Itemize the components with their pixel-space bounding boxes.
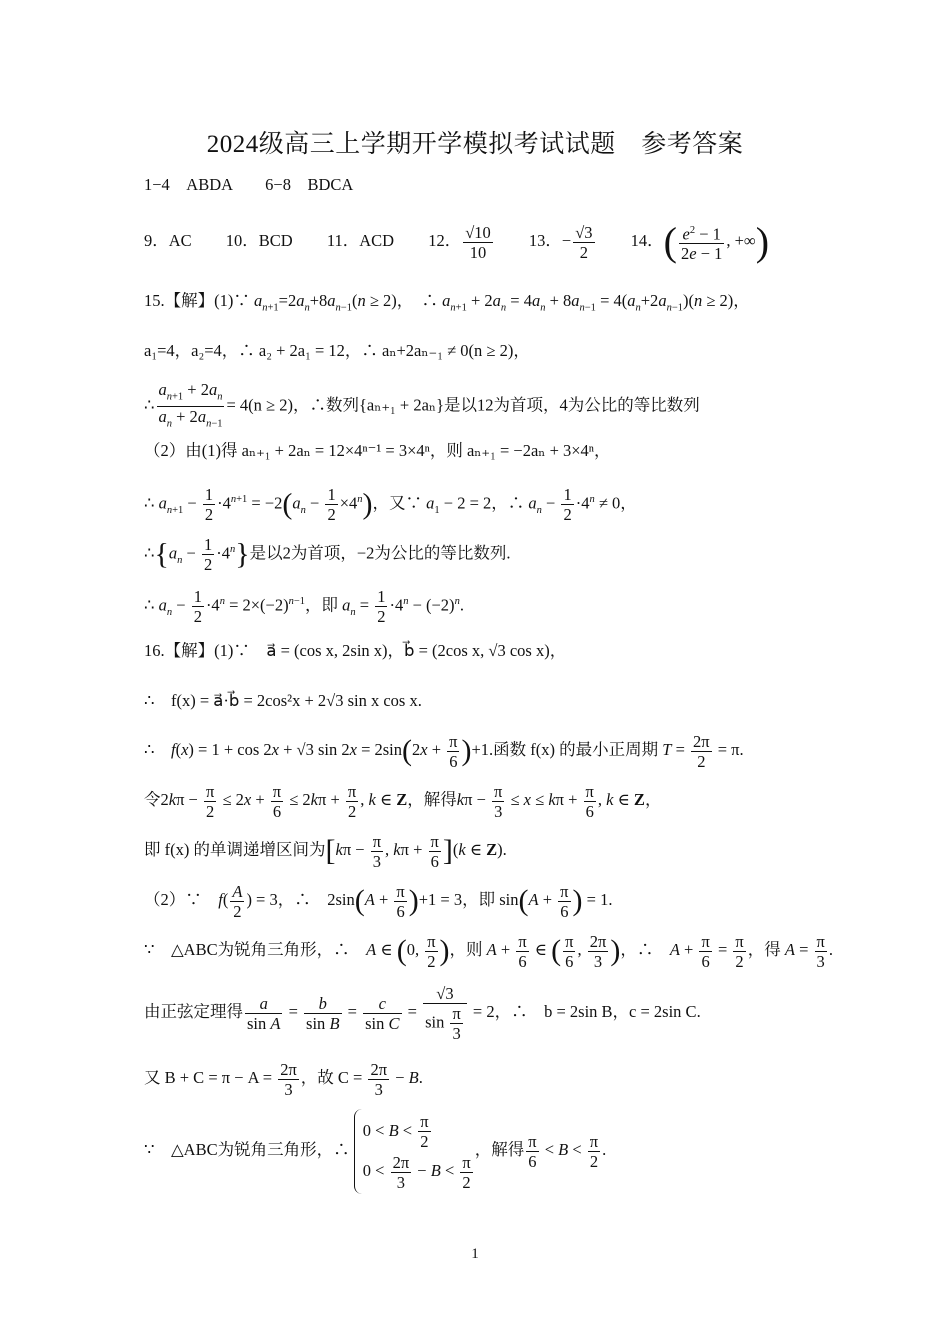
sol16-line9: 又 B + C = π − A = $\frac{2\pi}{3}$ ，故 C = $\frac{2\pi}{3}$ − B. [144,1059,423,1099]
sol15-line7: ∴ $a_n$ − $\frac{1}{2}$ $\cdot 4^n = 2\times(-2)^{n-1}$，即 $a_n$ = $\frac{1}{2}$ $\cdot 4^n - (-2)^n$. [144,587,464,627]
page-number: 1 [471,1246,479,1262]
answer-12-fraction: $\frac{√10}{10}$ [465,222,491,262]
answer-13-label: 13． [528,231,562,250]
sol16-line3: ∴ f(x) = 1 + cos 2x + √3 sin 2x = 2sin(2x + $\frac{\pi}{6}$ )+1.函数 f(x) 的最小正周期 T = $\frac{2\pi}{2}$ = π. [144,731,744,771]
sol16-line8: 由正弦定理得 $\frac{a}{\text{sin A}}$ = $\frac{b}{\text{sin B}}$ = $\frac{c}{\text{sin C}}$ = √3 sin $\frac{\pi}{3}$ = 2，∴ b = 2sin B，c = 2sin C. [144,983,701,1043]
answer-14-label: 14． [630,231,664,250]
sol16-line10: ∵ △ABC为锐角三角形，∴ 0 < B < $\frac{\pi}{2}$ 0 < $\frac{2\pi}{3}$ − B < $\frac{\pi}{2}$ ，解得 $\frac{\pi}{6}$ < B < $\frac{\pi}{2}$ . [144,1104,606,1196]
answer-12-label: 12． [428,231,462,250]
answer-11: 11．ACD [326,231,395,250]
answer-14-fraction: $\frac{e^2 - 1}{2e - 1}$ [679,221,724,264]
inequality-system: 0 < B < $\frac{\pi}{2}$ 0 < $\frac{2\pi}{3}$ − B < $\frac{\pi}{2}$ [354,1109,475,1194]
sol16-line2: ∴ f(x) = a⃗·b⃗ = 2cos²x + 2√3 sin x cos x. [144,691,422,710]
sol15-line4: （2）由(1)得 aₙ₊₁ + 2aₙ = 12×4ⁿ⁻¹ = 3×4ⁿ，则 aₙ₊₁ = −2aₙ + 3×4ⁿ， [144,441,611,460]
sol16-line1: 16.【解】(1)∵ a⃗ = (cos x, 2sin x)，b⃗ = (2cos x, √3 cos x)， [144,641,567,660]
sol15-line1: 15.【解】(1)∵ $a_{n+1}=2a_n+8a_{n-1}(n \ge 2)$， ∴ $a_{n+1} + 2a_n = 4a_n + 8a_{n-1} = 4(a_n+2a_{n-1})(n \ge 2)$， [144,291,750,314]
answers-row-1: 1−4 ABDA 6−8 BDCA [144,175,354,194]
sol16-line7: ∵ △ABC为锐角三角形，∴ A ∈ (0, $\frac{\pi}{2}$ )，则 A + $\frac{\pi}{6}$ ∈ ( $\frac{\pi}{6}$ , $\frac{2\pi}{3}$ )，∴ A + $\frac{\pi}{6}$ = $\frac{\pi}{2}$ ，得 A = $\frac{\pi}{3}$ . [144,931,833,971]
sol16-line4: 令2kπ − $\frac{\pi}{2}$ ≤ 2x + $\frac{\pi}{6}$ ≤ 2kπ + $\frac{\pi}{2}$ , k ∈ Z，解得kπ − $\frac{\pi}{3}$ ≤ x ≤ kπ + $\frac{\pi}{6}$ , k ∈ Z， [144,781,662,821]
answer-13-fraction: $\frac{√3}{2}$ [575,222,593,262]
sol15-line2: a₁=4，a₂=4，∴ a₂ + 2a₁ = 12，∴ aₙ+2aₙ₋₁ ≠ 0(n ≥ 2)， [144,341,530,360]
page-title: 2024级高三上学期开学模拟考试试题 参考答案 [206,131,744,158]
sol16-line5: 即 f(x) 的单调递增区间为[kπ − $\frac{\pi}{3}$ , kπ + $\frac{\pi}{6}$ ](k ∈ Z). [144,831,507,871]
sol15-line5: ∴ $a_{n+1}$ − $\frac{1}{2}$ $\cdot 4^{n+1} = -2(a_n$ − $\frac{1}{2}$ $\times 4^n$)，又∵ $a_1 - 2 = 2$，∴ $a_n$ − $\frac{1}{2}$ $\cdot 4^n \ne 0$， [144,485,637,525]
answers-row-2: 9．AC 10．BCD 11．ACD 12． $\frac{√10}{10}$ 13．− $\frac{√3}{2}$ 14．( $\frac{e^2 - 1}{2e - 1}$ , +∞) [144,219,770,265]
answer-9: 9．AC [144,231,192,250]
sol16-line6: （2）∵ f( $\frac{A}{2}$ ) = 3，∴ 2sin(A + $\frac{\pi}{6}$ )+1 = 3，即 sin(A + $\frac{\pi}{6}$ ) = 1. [144,881,613,921]
answer-10: 10．BCD [225,231,293,250]
sol15-line6: $\therefore\{a_n$ − $\frac{1}{2}$ $\cdot 4^n$}是以2为首项，−2为公比的等比数列. [144,535,511,575]
sol15-line3: ∴ $\frac{a_{n+1} + 2a_n}{a_n + 2a_{n-1}}$ = 4(n ≥ 2)，∴数列{aₙ₊₁ + 2aₙ}是以12为首项，4为公比的等比数列 [144,380,700,430]
